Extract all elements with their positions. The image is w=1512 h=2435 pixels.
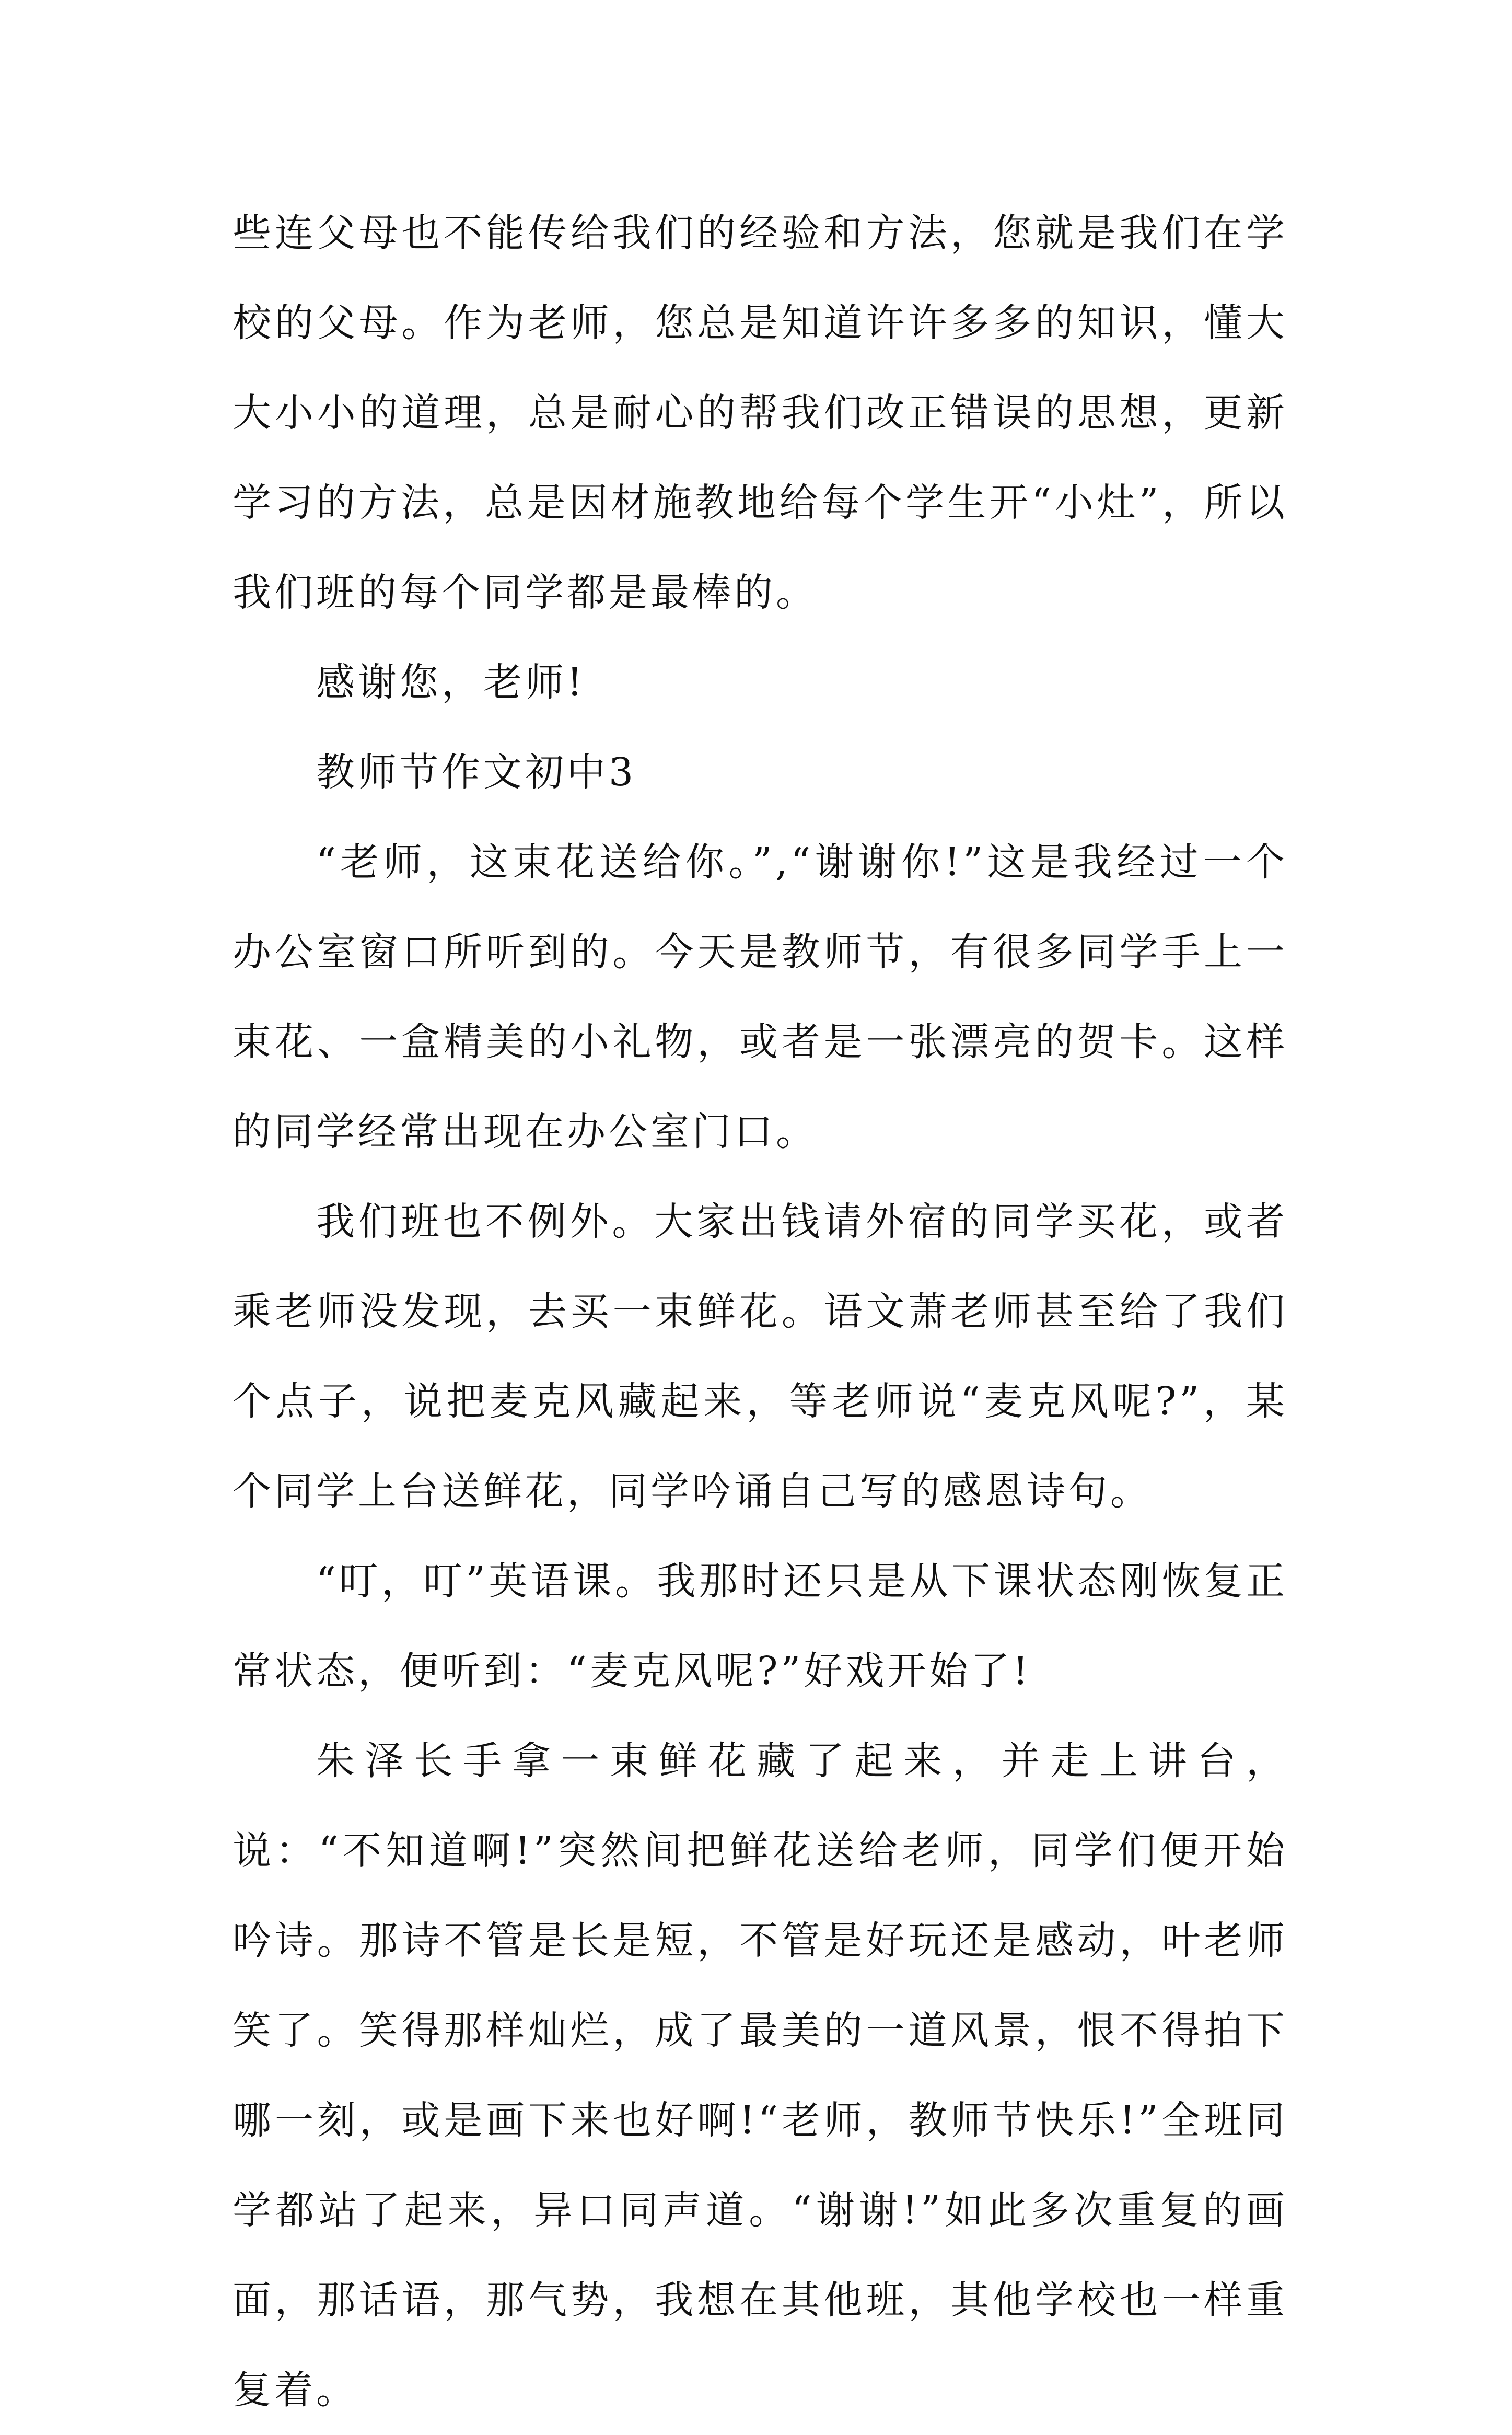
- paragraph: “老师，这束花送给你。”,“谢谢你!”这是我经过一个办公室窗口所听到的。今天是教师节，有很多同学手上一束花、一盒精美的小礼物，或者是一张漂亮的贺卡。这样的同学经常出现在办公室门口。: [232, 840, 1288, 1154]
- paragraph: 朱泽长手拿一束鲜花藏了起来，并走上讲台，说：“不知道啊!”突然间把鲜花送给老师，同学们便开始吟诗。那诗不管是长是短，不管是好玩还是感动，叶老师笑了。笑得那样灿烂，成了最美的一道风景，恨不得拍下哪一刻，或是画下来也好啊!“老师，教师节快乐!”全班同学都站了起来，异口同声道。“谢谢!”如此多次重复的画面，那话语，那气势，我想在其他班，其他学校也一样重复着。: [232, 1738, 1288, 2413]
- paragraph-continued: 些连父母也不能传给我们的经验和方法，您就是我们在学校的父母。作为老师，您总是知道许许多多的知识，懂大大小小的道理，总是耐心的帮我们改正错误的思想，更新学习的方法，总是因材施教地给每个学生开“小灶”，所以我们班的每个同学都是最棒的。: [232, 211, 1288, 615]
- paragraph: 我们班也不例外。大家出钱请外宿的同学买花，或者乘老师没发现，去买一束鲜花。语文萧老师甚至给了我们个点子，说把麦克风藏起来，等老师说“麦克风呢?”，某个同学上台送鲜花，同学吟诵自己写的感恩诗句。: [232, 1199, 1288, 1514]
- paragraph: “叮，叮”英语课。我那时还只是从下课状态刚恢复正常状态，便听到：“麦克风呢?”好戏开始了!: [232, 1559, 1288, 1694]
- document-body: [232, 188, 1288, 2435]
- section-heading: 教师节作文初中3: [316, 750, 637, 795]
- paragraph-thanks: 感谢您，老师!: [316, 660, 586, 705]
